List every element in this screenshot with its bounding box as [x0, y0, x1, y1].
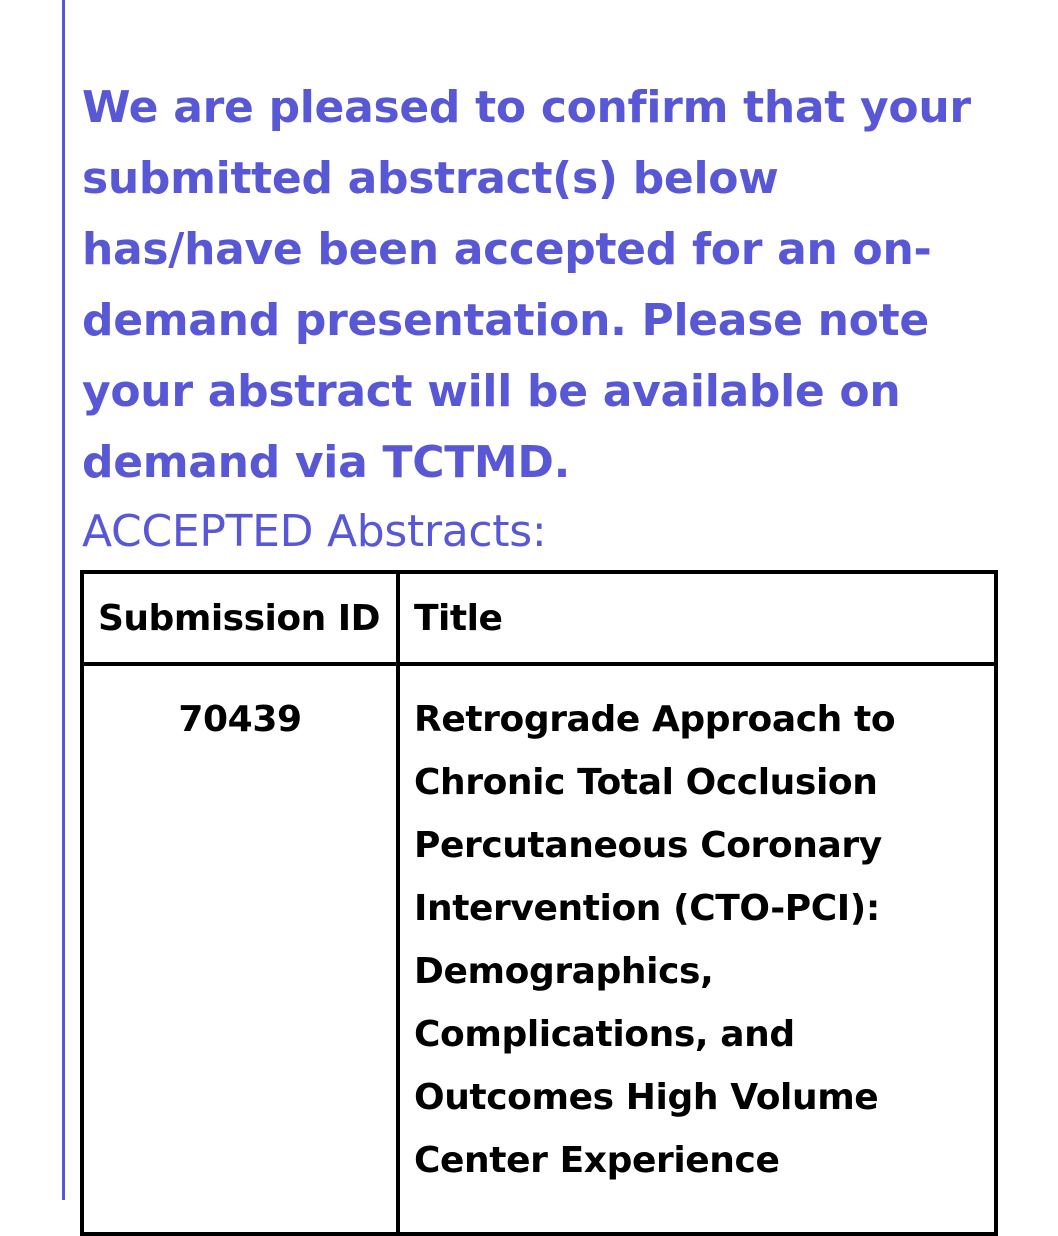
- accepted-abstracts-table: [80, 570, 998, 1236]
- quote-bar: [62, 0, 65, 1200]
- table-row: [82, 664, 996, 1234]
- abstract-title-cell: Retrograde Approach to Chronic Total Occlusion Percutaneous Coronary Intervention (CTO-PCI): Demographics, Complications, and Outcomes High Volume Center Experience: [398, 664, 996, 1234]
- column-header-title: Title: [398, 572, 996, 664]
- table-header-row: [82, 572, 996, 664]
- column-header-submission-id: Submission ID: [82, 572, 398, 664]
- submission-id-cell: 70439: [82, 664, 398, 1234]
- email-body: [82, 72, 1002, 557]
- accepted-abstracts-heading: ACCEPTED Abstracts:: [82, 506, 547, 557]
- confirmation-message: We are pleased to confirm that your submitted abstract(s) below has/have been accepted for an on-demand presentation. Please note your abstract will be available on demand via TCTMD.: [82, 82, 971, 488]
